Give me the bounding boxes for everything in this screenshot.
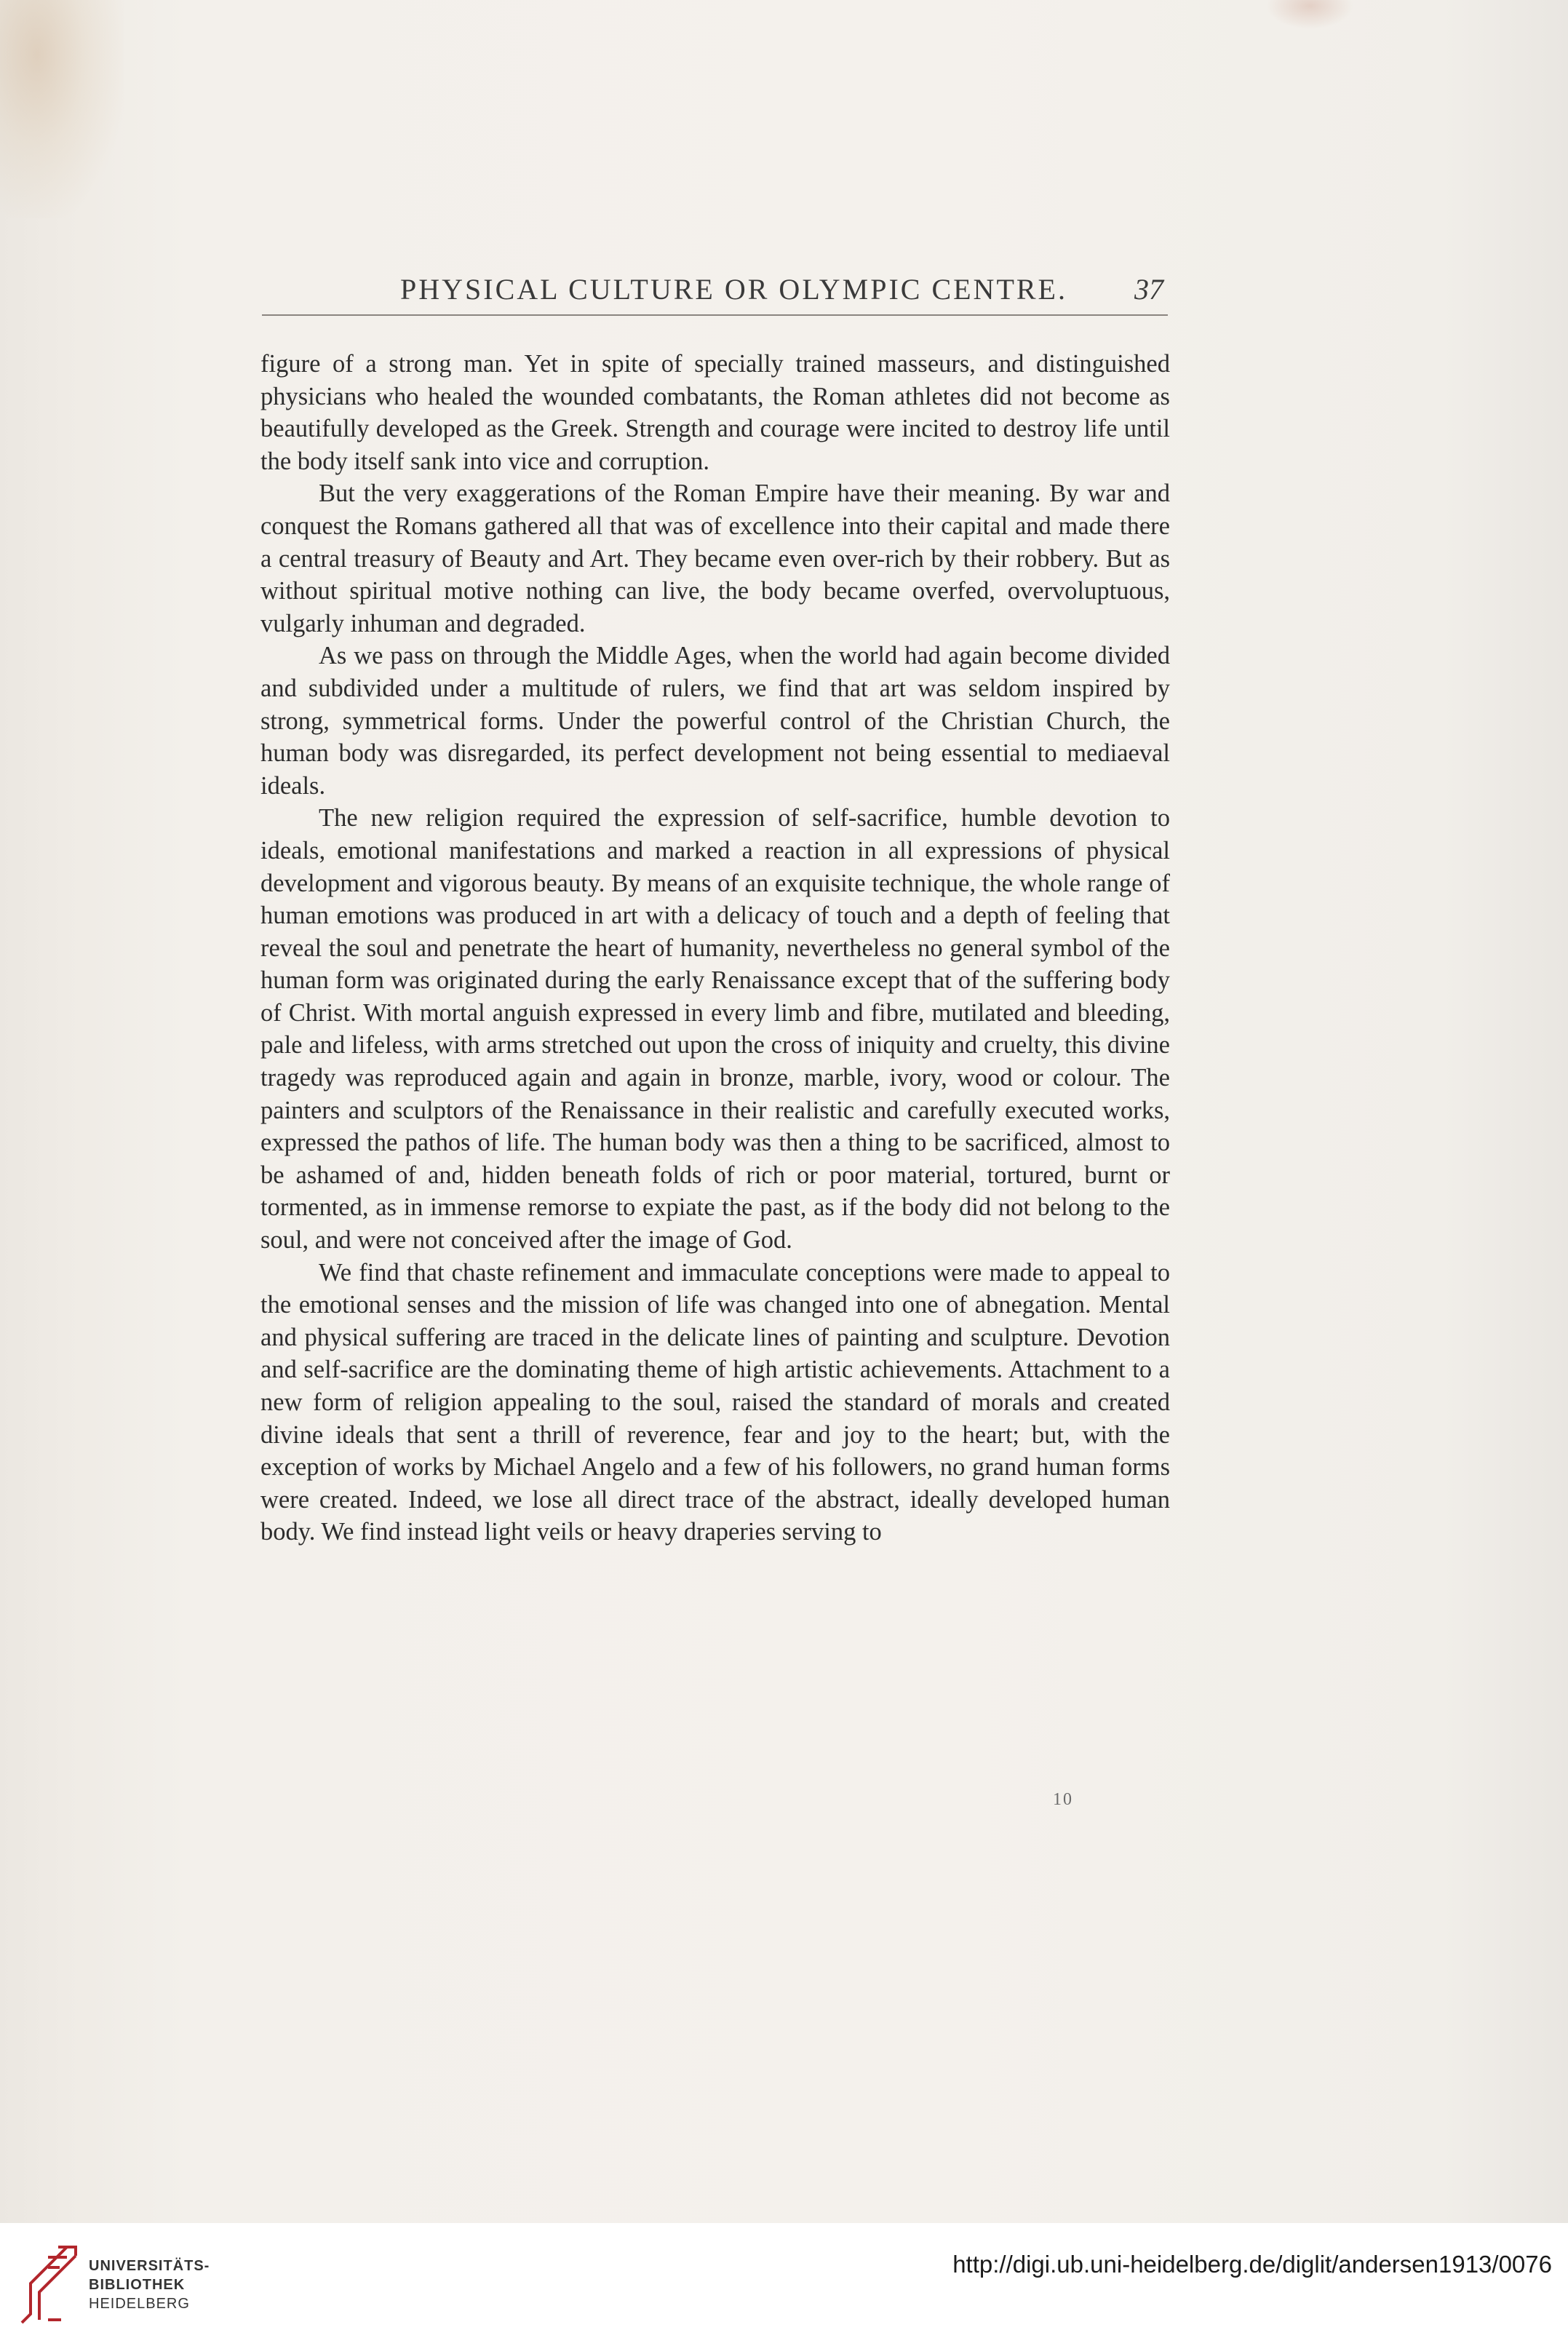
source-url-link[interactable]: http://digi.ub.uni-heidelberg.de/diglit/andersen1913/0076	[952, 2251, 1552, 2278]
paragraph: figure of a strong man. Yet in spite of specially trained masseurs, and distinguished physicians who healed the wounded combatants, the Roman athletes did not become as beautifully developed as the Greek. Strength and courage were incited to destroy life until the body itself sank into vice and corruption.	[260, 350, 1170, 475]
signature-mark: 10	[1053, 1790, 1073, 1809]
paper-stain	[0, 0, 124, 218]
library-name-line1: UNIVERSITÄTS-	[89, 2258, 210, 2274]
library-name-line3: HEIDELBERG	[89, 2296, 190, 2312]
library-name	[89, 2257, 210, 2313]
page-header	[262, 263, 1168, 316]
paragraph: The new religion required the expression of self-sacrifice, humble devotion to ideals, emotional manifestations and marked a reaction in all expressions of physical development and vigorous beauty. By means of an exquisite technique, the whole range of human emotions was produced in art with a delicacy of touch and a depth of feeling that reveal the soul and penetrate the heart of humanity, nevertheless no general symbol of the human form was originated during the early Renaissance except that of the suffering body of Christ. With mortal anguish expressed in every limb and fibre, mutilated and bleeding, pale and lifeless, with arms stretched out upon the cross of iniquity and cruelty, this divine tragedy was reproduced again and again in bronze, marble, ivory, wood or colour. The painters and sculptors of the Renaissance in their realistic and carefully executed works, expressed the pathos of life. The human body was then a thing to be sacrificed, almost to be ashamed of and, hidden beneath folds of rich or poor material, tortured, burnt or tormented, as in immense remorse to expiate the past, as if the body did not belong to the soul, and were not conceived after the image of God.	[260, 804, 1170, 1255]
running-head: PHYSICAL CULTURE OR OLYMPIC CENTRE.	[400, 273, 1067, 306]
paragraph: But the very exaggerations of the Roman Empire have their meaning. By war and conquest the Romans gathered all that was of excellence into their capital and made there a central treasury of Beauty and Art. They became even over-rich by their robbery. But as without spiritual motive nothing can live, the body became overfed, overvoluptuous, vulgarly inhuman and degraded.	[260, 480, 1170, 637]
paragraph: As we pass on through the Middle Ages, when the world had again become divided and subdivided under a multitude of rulers, we find that art was seldom inspired by strong, symmetrical forms. Under the powerful control of the Christian Church, the human body was disregarded, its perfect development not being essential to mediaeval ideals.	[260, 642, 1170, 800]
paragraph: We find that chaste refinement and immaculate conceptions were made to appeal to the emotional senses and the mission of life was changed into one of abnegation. Mental and physical suffering are traced in the delicate lines of painting and sculpture. Devotion and self-sacrifice are the dominating theme of high artistic achievements. Attachment to a new form of religion appealing to the soul, raised the standard of morals and created divine ideals that sent a thrill of reverence, fear and joy to the heart; but, with the exception of works by Michael Angelo and a few of his followers, no grand human forms were created. Indeed, we lose all direct trace of the abstract, ideally developed human body. We find instead light veils or heavy draperies serving to	[260, 1258, 1170, 1546]
paper-stain-top	[1266, 0, 1353, 29]
library-name-line2: BIBLIOTHEK	[89, 2277, 186, 2293]
body-text	[260, 348, 1170, 1548]
heidelberg-library-logo-icon	[16, 2241, 81, 2325]
page-number: 37	[1134, 273, 1163, 306]
footer-bar	[0, 2223, 1568, 2338]
